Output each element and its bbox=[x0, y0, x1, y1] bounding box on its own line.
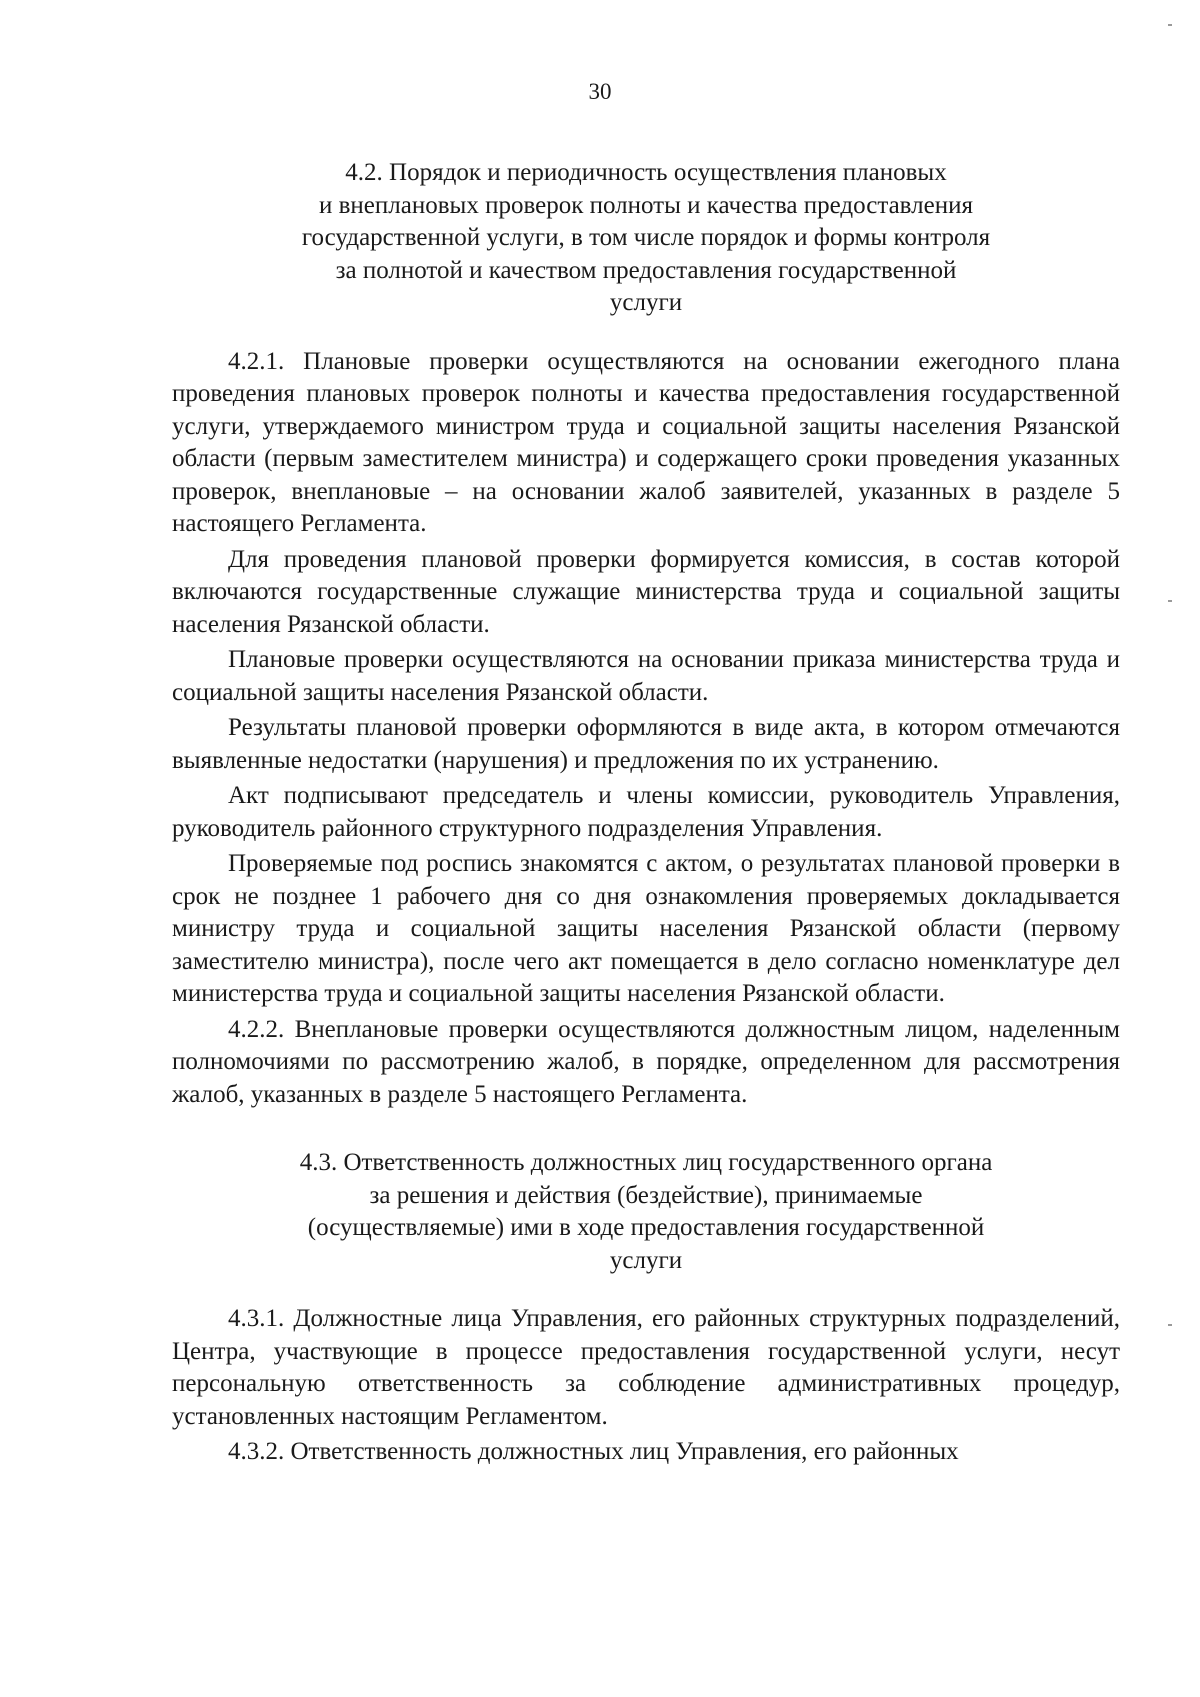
heading-line: услуги bbox=[609, 1246, 683, 1274]
heading-line: государственной услуги, в том числе порядок и формы контроля bbox=[301, 224, 991, 251]
heading-line: 4.2. Порядок и периодичность осуществления плановых bbox=[345, 159, 947, 186]
heading-line: услуги bbox=[609, 289, 683, 316]
paragraph-results: Результаты плановой проверки оформляются в виде акта, в котором отмечаются выявленные недостатки (нарушения) и предложения по их устранению. bbox=[172, 714, 1120, 774]
heading-line: 4.3. Ответственность должностных лиц государственного органа bbox=[299, 1149, 993, 1176]
paragraph-4-3-1: 4.3.1. Должностные лица Управления, его районных структурных подразделений, Центра, участвующие в процессе предоставления государственной услуги, несут персональную ответственность за соблюдение административных процедур, установленных настоящим Регламентом. bbox=[172, 1305, 1120, 1430]
scan-mark bbox=[1168, 1324, 1172, 1326]
scan-mark bbox=[1168, 600, 1172, 602]
heading-line: (осуществляемые) ими в ходе предоставления государственной bbox=[307, 1214, 985, 1241]
heading-line: и внеплановых проверок полноты и качества предоставления bbox=[318, 191, 973, 219]
paragraph-act-review: Проверяемые под роспись знакомятся с актом, о результатах плановой проверки в срок не позднее 1 рабочего дня со дня ознакомления проверяемых докладывается министру труда и социальной защиты населения Рязанской области (первому заместителю министра), после чего акт помещается в дело согласно номенклатуре дел министерства труда и социальной защиты населения Рязанской области. bbox=[172, 850, 1120, 1007]
scan-mark bbox=[1168, 24, 1172, 26]
paragraph-commission: Для проведения плановой проверки формируется комиссия, в состав которой включаются государственные служащие министерства труда и социальной защиты населения Рязанской области. bbox=[172, 545, 1120, 638]
paragraph-order: Плановые проверки осуществляются на основании приказа министерства труда и социальной защиты населения Рязанской области. bbox=[172, 646, 1120, 706]
paragraph-4-3-2: 4.3.2. Ответственность должностных лиц Управления, его районных bbox=[228, 1438, 959, 1465]
heading-line: за полнотой и качеством предоставления государственной bbox=[335, 256, 957, 284]
document-body bbox=[172, 157, 1120, 1469]
paragraph-4-2-2: 4.2.2. Внеплановые проверки осуществляются должностным лицом, наделенным полномочиями по рассмотрению жалоб, в порядке, определенном для рассмотрения жалоб, указанных в разделе 5 настоящего Регламента. bbox=[172, 1015, 1120, 1108]
section-heading-4-3 bbox=[232, 1147, 1060, 1277]
heading-line: за решения и действия (бездействие), принимаемые bbox=[369, 1181, 923, 1209]
paragraph-4-2-1: 4.2.1. Плановые проверки осуществляются на основании ежегодного плана проведения плановых проверок полноты и качества предоставления государственной услуги, утверждаемого министром труда и социальной защиты населения Рязанской области (первым заместителем министра) и содержащего сроки проведения указанных проверок, внеплановые – на основании жалоб заявителей, указанных в разделе 5 настоящего Регламента. bbox=[172, 347, 1120, 537]
paragraph-act-signing: Акт подписывают председатель и члены комиссии, руководитель Управления, руководитель районного структурного подразделения Управления. bbox=[172, 782, 1120, 842]
section-heading-4-2 bbox=[232, 157, 1060, 320]
page-number: 30 bbox=[588, 79, 612, 104]
